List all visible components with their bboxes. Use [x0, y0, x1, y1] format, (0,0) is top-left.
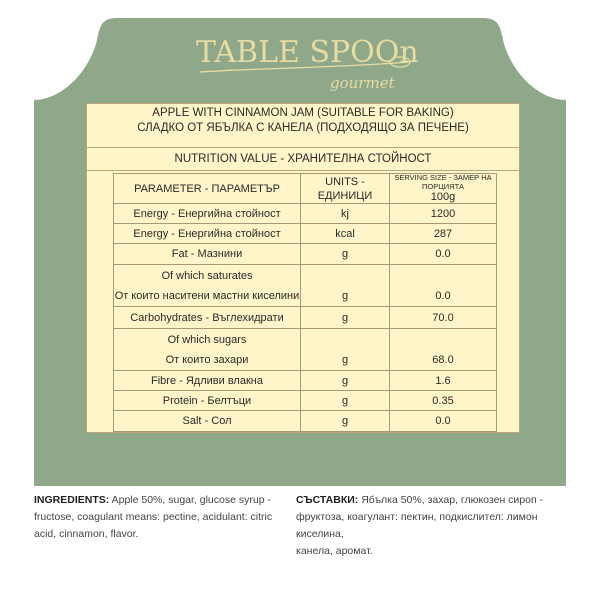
product-title-bg: СЛАДКО ОТ ЯБЪЛКА С КАНЕЛА (ПОДХОДЯЩО ЗА ПЕЧЕНЕ) — [137, 122, 469, 134]
nutrition-table — [113, 173, 497, 432]
row-value: 0.0 — [390, 411, 497, 432]
table-row — [114, 391, 497, 411]
table-header-row — [114, 174, 497, 204]
row-unit: g — [301, 244, 390, 265]
ingredients-en-line2: fructose, coagulant means: pectine, acidulant: citric — [34, 511, 273, 523]
ingredients-bg-label: СЪСТАВКИ: — [296, 494, 359, 506]
ingredients-bg-line2: фруктоза, коагулант: пектин, подкислител: лимон киселина, — [296, 511, 538, 540]
row-unit: g — [301, 411, 390, 432]
row-value: 70.0 — [390, 307, 497, 329]
table-row — [114, 329, 497, 371]
row-value: 68.0 — [390, 329, 497, 371]
header-serving — [390, 174, 497, 204]
brand-line2: gourmet — [330, 74, 395, 92]
row-parameter: Carbohydrates - Въглехидрати — [114, 307, 301, 329]
row-value: 0.0 — [390, 265, 497, 307]
brand-line1: TABLE SPOOn — [196, 35, 419, 70]
ingredients-bg-line1 — [296, 492, 586, 509]
ingredients-bg-line3: канела, аромат. — [296, 545, 373, 557]
row-unit: g — [301, 329, 390, 371]
ingredients-bg — [296, 492, 586, 560]
table-row — [114, 371, 497, 391]
row-value: 1200 — [390, 204, 497, 224]
row-parameter: Fibre - Ядливи влакна — [114, 371, 301, 391]
ingredients-en-line1 — [34, 492, 284, 509]
row-unit: g — [301, 307, 390, 329]
row-parameter: Energy - Енергийна стойност — [114, 204, 301, 224]
table-row — [114, 224, 497, 244]
row-parameter: Energy - Енергийна стойност — [114, 224, 301, 244]
row-parameter-bg: От които захари — [165, 353, 249, 366]
ingredients-en-line3: acid, cinnamon, flavor. — [34, 528, 139, 540]
row-parameter: Salt - Сол — [114, 411, 301, 432]
row-unit: g — [301, 391, 390, 411]
row-unit: g — [301, 371, 390, 391]
header-parameter: PARAMETER - ПАРАМЕТЪР — [114, 174, 301, 204]
ingredients-en — [34, 492, 284, 543]
ingredients-bg-text1: Ябълка 50%, захар, глюкозен сироп - — [361, 494, 544, 506]
ingredients-en-label: INGREDIENTS: — [34, 494, 110, 506]
table-row — [114, 244, 497, 265]
header-serving-label: SERVING SIZE - ЗАМЕР НА ПОРЦИЯТА — [394, 173, 492, 191]
table-row — [114, 411, 497, 432]
header-units: UNITS - ЕДИНИЦИ — [301, 174, 390, 204]
row-parameter-en: Of which saturates — [161, 269, 253, 282]
row-value: 0.35 — [390, 391, 497, 411]
product-title — [87, 106, 519, 136]
row-parameter — [114, 329, 301, 371]
product-title-en: APPLE WITH CINNAMON JAM (SUITABLE FOR BAKING) — [152, 107, 454, 119]
row-unit: g — [301, 265, 390, 307]
row-parameter: Fat - Мазнини — [114, 244, 301, 265]
nutrition-value-title: NUTRITION VALUE - ХРАНИТЕЛНА СТОЙНОСТ — [87, 147, 519, 171]
row-parameter-en: Of which sugars — [167, 333, 247, 346]
table-row — [114, 204, 497, 224]
nutrition-panel — [86, 103, 520, 433]
row-parameter — [114, 265, 301, 307]
table-row — [114, 265, 497, 307]
header-serving-value: 100g — [430, 191, 456, 203]
row-unit: kj — [301, 204, 390, 224]
row-parameter-bg: От които наситени мастни киселини — [114, 289, 300, 302]
ingredients-en-text1: Apple 50%, sugar, glucose syrup - — [111, 494, 271, 506]
row-value: 1.6 — [390, 371, 497, 391]
row-parameter: Protein - Белтъци — [114, 391, 301, 411]
row-value: 287 — [390, 224, 497, 244]
row-value: 0.0 — [390, 244, 497, 265]
row-unit: kcal — [301, 224, 390, 244]
brand-logo — [190, 22, 420, 102]
table-row — [114, 307, 497, 329]
